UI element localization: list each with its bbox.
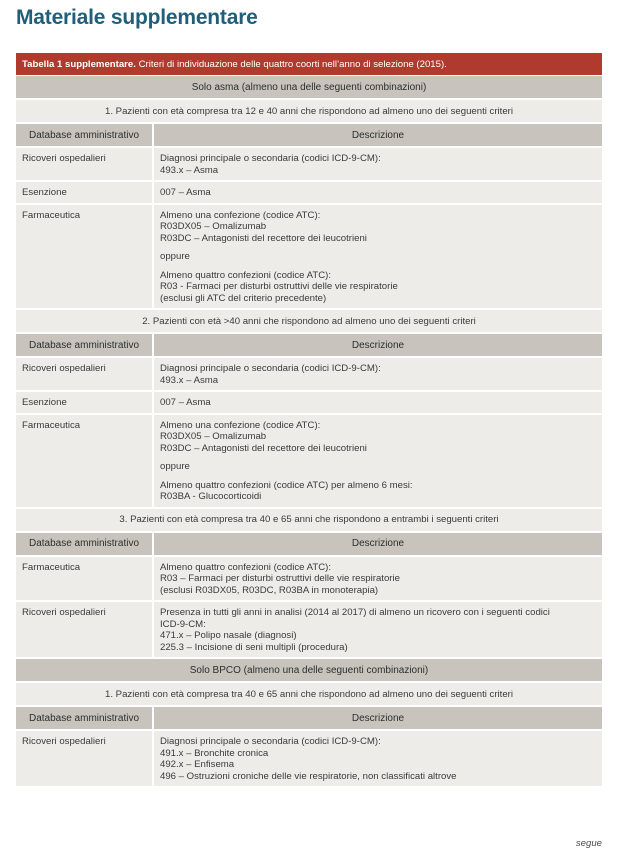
description-line: ICD-9-CM:: [160, 618, 206, 630]
section-header: Solo BPCO (almeno una delle seguenti combinazioni): [16, 659, 602, 683]
column-header-database: Database amministrativo: [16, 334, 154, 356]
database-cell: Ricoveri ospedalieri: [16, 148, 154, 180]
description-cell: [154, 392, 602, 413]
description-line: Almeno una confezione (codice ATC):: [160, 419, 321, 431]
table-row: [16, 557, 602, 603]
database-cell: Ricoveri ospedalieri: [16, 358, 154, 390]
database-cell: Esenzione: [16, 392, 154, 413]
description-line: Almeno una confezione (codice ATC):: [160, 209, 321, 221]
column-header-row: [16, 124, 602, 148]
caption-text: Criteri di individuazione delle quattro coorti nell’anno di selezione (2015).: [135, 59, 447, 70]
description-line: Almeno quattro confezioni (codice ATC) per almeno 6 mesi:: [160, 479, 413, 491]
description-line: oppure: [160, 251, 190, 262]
description-line: R03BA - Glucocorticoidi: [160, 491, 262, 502]
description-cell: [154, 602, 602, 657]
paragraph-gap: [160, 454, 596, 461]
description-line: R03DC – Antagonisti del recettore dei leucotrieni: [160, 442, 367, 454]
table-row: [16, 731, 602, 788]
column-header-description: Descrizione: [154, 533, 602, 555]
description-line: (esclusi R03DX05, R03DC, R03BA in monoterapia): [160, 584, 379, 596]
table-row: [16, 205, 602, 311]
description-line: 007 – Asma: [160, 187, 211, 198]
criteria-table: [16, 53, 602, 788]
paragraph-gap: [160, 263, 596, 270]
column-header-description: Descrizione: [154, 334, 602, 356]
table-row: [16, 415, 602, 509]
description-line: R03 – Farmaci per disturbi ostruttivi delle vie respiratorie: [160, 573, 400, 584]
database-cell: Farmaceutica: [16, 205, 154, 309]
criteria-header: 1. Pazienti con età compresa tra 40 e 65 anni che rispondono ad almeno uno dei seguenti criteri: [16, 683, 602, 707]
paragraph-gap: [160, 244, 596, 251]
description-cell: [154, 182, 602, 203]
column-header-row: [16, 334, 602, 358]
caption-label: Tabella 1 supplementare.: [22, 59, 136, 70]
description-line: R03DX05 – Omalizumab: [160, 221, 267, 232]
paragraph-gap: [160, 473, 596, 480]
column-header-database: Database amministrativo: [16, 707, 154, 729]
database-cell: Farmaceutica: [16, 415, 154, 507]
table-row: [16, 358, 602, 392]
table-row: [16, 182, 602, 205]
database-cell: Esenzione: [16, 182, 154, 203]
description-line: 007 – Asma: [160, 397, 211, 408]
description-line: 493.x – Asma: [160, 374, 219, 386]
section-header: Solo asma (almeno una delle seguenti combinazioni): [16, 76, 602, 100]
description-line: Almeno quattro confezioni (codice ATC):: [160, 269, 331, 281]
continued-label: segue: [575, 838, 602, 849]
description-cell: [154, 731, 602, 786]
description-line: Diagnosi principale o secondaria (codici ICD-9-CM):: [160, 736, 381, 747]
description-line: Presenza in tutti gli anni in analisi (2014 al 2017) di almeno un ricovero con i seguenti codici: [160, 607, 550, 618]
description-cell: [154, 415, 602, 507]
table-caption: [16, 53, 602, 76]
criteria-header: 1. Pazienti con età compresa tra 12 e 40 anni che rispondono ad almeno uno dei seguenti criteri: [16, 100, 602, 124]
description-line: Almeno quattro confezioni (codice ATC):: [160, 561, 331, 573]
description-line: Diagnosi principale o secondaria (codici ICD-9-CM):: [160, 153, 381, 164]
table-row: [16, 392, 602, 415]
description-cell: [154, 557, 602, 601]
database-cell: Ricoveri ospedalieri: [16, 602, 154, 657]
database-cell: Farmaceutica: [16, 557, 154, 601]
criteria-header: 2. Pazienti con età >40 anni che rispondono ad almeno uno dei seguenti criteri: [16, 310, 602, 334]
description-line: R03DX05 – Omalizumab: [160, 431, 267, 442]
page-title: Materiale supplementare: [16, 6, 258, 29]
description-cell: [154, 358, 602, 390]
description-cell: [154, 205, 602, 309]
description-line: 496 – Ostruzioni croniche delle vie respiratorie, non classificati altrove: [160, 770, 457, 782]
column-header-row: [16, 533, 602, 557]
description-cell: [154, 148, 602, 180]
description-line: R03DC – Antagonisti del recettore dei leucotrieni: [160, 232, 367, 244]
description-line: (esclusi gli ATC del criterio precedente): [160, 292, 327, 304]
description-line: oppure: [160, 461, 190, 472]
criteria-header: 3. Pazienti con età compresa tra 40 e 65 anni che rispondono a entrambi i seguenti criteri: [16, 509, 602, 533]
description-line: R03 - Farmaci per disturbi ostruttivi delle vie respiratorie: [160, 281, 398, 292]
description-line: 225.3 – Incisione di seni multipli (procedura): [160, 641, 348, 653]
column-header-description: Descrizione: [154, 707, 602, 729]
description-line: 493.x – Asma: [160, 164, 219, 176]
column-header-database: Database amministrativo: [16, 124, 154, 146]
table-row: [16, 148, 602, 182]
description-line: Diagnosi principale o secondaria (codici ICD-9-CM):: [160, 363, 381, 374]
database-cell: Ricoveri ospedalieri: [16, 731, 154, 786]
description-line: 491.x – Bronchite cronica: [160, 747, 269, 759]
description-line: 492.x – Enfisema: [160, 759, 235, 770]
column-header-description: Descrizione: [154, 124, 602, 146]
column-header-database: Database amministrativo: [16, 533, 154, 555]
table-row: [16, 602, 602, 659]
description-line: 471.x – Polipo nasale (diagnosi): [160, 630, 297, 641]
column-header-row: [16, 707, 602, 731]
